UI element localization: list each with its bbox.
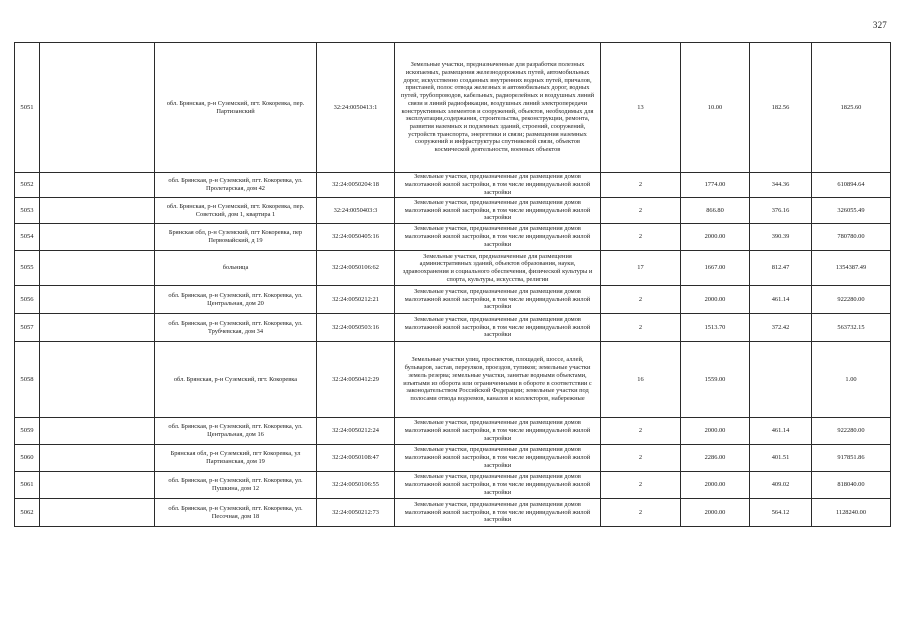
land-purpose-cell: Земельные участки, предназначенные для размещения домов малоэтажной жилой застройки, в том числе индивидуальной жилой застройки [395,499,601,527]
row-number: 5053 [15,198,40,224]
blank-cell [40,251,155,286]
row-number: 5059 [15,418,40,445]
group-cell: 13 [601,43,681,173]
land-purpose-cell: Земельные участки, предназначенные для размещения домов малоэтажной жилой застройки, в том числе индивидуальной жилой застройки [395,224,601,251]
address-cell: Брянская обл, р-н Суземский, пгт Кокоревка, ул Партизанская, дом 19 [155,445,317,472]
row-number: 5052 [15,173,40,198]
row-number: 5055 [15,251,40,286]
group-cell: 2 [601,286,681,314]
cadastral-number-cell: 32:24:0050212:73 [317,499,395,527]
address-cell: обл. Брянская, р-н Суземский, пгт. Кокоревка, пер. Партизанский [155,43,317,173]
cadastral-value-cell: 1.00 [812,342,891,418]
area-cell: 1513.70 [681,314,750,342]
land-purpose-cell: Земельные участки, предназначенные для размещения домов малоэтажной жилой застройки, в том числе индивидуальной жилой застройки [395,445,601,472]
cadastral-number-cell: 32:24:0050212:21 [317,286,395,314]
land-purpose-cell: Земельные участки улиц, проспектов, площадей, шоссе, аллей, бульваров, застав, переулков, проездов, тупиков; земельные участки земель резерва; земельные участки, занятые водными объектами, изъятыми из оборота или ограниченными в обороте в соответствии с законодательством Российской Федерации; земельные участки под полосами отвода водоемов, каналов и коллекторов, набережные [395,342,601,418]
address-cell: обл. Брянская, р-н Суземский, пгт. Кокоревка, ул. Трубчевская, дом 34 [155,314,317,342]
specific-value-cell: 812.47 [750,251,812,286]
land-purpose-cell: Земельные участки, предназначенные для размещения домов малоэтажной жилой застройки, в том числе индивидуальной жилой застройки [395,418,601,445]
address-cell: обл. Брянская, р-н Суземский, пгт. Кокоревка, ул. Пушкина, дом 12 [155,472,317,499]
cadastral-number-cell: 32:24:0050412:29 [317,342,395,418]
cadastral-number-cell: 32:24:0050106:62 [317,251,395,286]
cadastral-value-cell: 326055.49 [812,198,891,224]
cadastral-number-cell: 32:24:0050405:16 [317,224,395,251]
land-purpose-cell: Земельные участки, предназначенные для размещения административных зданий, объектов образования, науки, здравоохранения и социального обеспечения, физической культуры и спорта, культуры, искусства, религии [395,251,601,286]
row-number: 5058 [15,342,40,418]
specific-value-cell: 372.42 [750,314,812,342]
land-purpose-cell: Земельные участки, предназначенные для размещения домов малоэтажной жилой застройки, в том числе индивидуальной жилой застройки [395,286,601,314]
area-cell: 2286.00 [681,445,750,472]
cadastral-value-cell: 922280.00 [812,418,891,445]
blank-cell [40,198,155,224]
table-row [15,314,891,342]
cadastral-number-cell: 32:24:0050503:16 [317,314,395,342]
address-cell: Брянская обл, р-н Суземский, пгт Кокоревка, пер Первомайский, д 19 [155,224,317,251]
address-cell: обл. Брянская, р-н Суземский, пгт. Кокоревка [155,342,317,418]
group-cell: 2 [601,418,681,445]
cadastral-value-cell: 1354387.49 [812,251,891,286]
area-cell: 1667.00 [681,251,750,286]
specific-value-cell: 564.12 [750,499,812,527]
area-cell: 2000.00 [681,286,750,314]
group-cell: 17 [601,251,681,286]
specific-value-cell: 461.14 [750,286,812,314]
area-cell: 1559.00 [681,342,750,418]
table-row [15,286,891,314]
group-cell: 2 [601,173,681,198]
table-row [15,251,891,286]
group-cell: 2 [601,314,681,342]
address-cell: обл. Брянская, р-н Суземский, пгт. Кокоревка, ул. Пролетарская, дом 42 [155,173,317,198]
table-row [15,499,891,527]
table-row [15,173,891,198]
area-cell: 1774.00 [681,173,750,198]
blank-cell [40,43,155,173]
specific-value-cell [750,342,812,418]
cadastral-value-cell: 780780.00 [812,224,891,251]
cadastral-value-cell: 610894.64 [812,173,891,198]
land-purpose-cell: Земельные участки, предназначенные для размещения домов малоэтажной жилой застройки, в том числе индивидуальной жилой застройки [395,314,601,342]
table-row [15,43,891,173]
group-cell: 2 [601,224,681,251]
cadastral-value-cell: 818040.00 [812,472,891,499]
cadastral-number-cell: 32:24:0050212:24 [317,418,395,445]
table-row [15,224,891,251]
table-row [15,418,891,445]
blank-cell [40,173,155,198]
area-cell: 2000.00 [681,472,750,499]
cadastral-number-cell: 32:24:0050413:1 [317,43,395,173]
address-cell: обл. Брянская, р-н Суземский, пгт. Кокоревка, ул. Центральная, дом 20 [155,286,317,314]
area-cell: 2000.00 [681,499,750,527]
address-cell: больница [155,251,317,286]
specific-value-cell: 376.16 [750,198,812,224]
blank-cell [40,314,155,342]
specific-value-cell: 409.02 [750,472,812,499]
row-number: 5056 [15,286,40,314]
area-cell: 10.00 [681,43,750,173]
cadastral-number-cell: 32:24:0050106:55 [317,472,395,499]
cadastral-value-cell: 563732.15 [812,314,891,342]
group-cell: 2 [601,472,681,499]
area-cell: 2000.00 [681,224,750,251]
row-number: 5054 [15,224,40,251]
group-cell: 2 [601,445,681,472]
cadastral-value-cell: 1128240.00 [812,499,891,527]
land-purpose-cell: Земельные участки, предназначенные для размещения домов малоэтажной жилой застройки, в том числе индивидуальной жилой застройки [395,173,601,198]
land-purpose-cell: Земельные участки, предназначенные для размещения домов малоэтажной жилой застройки, в том числе индивидуальной жилой застройки [395,472,601,499]
cadastral-value-cell: 922280.00 [812,286,891,314]
cadastral-value-cell: 917851.86 [812,445,891,472]
specific-value-cell: 390.39 [750,224,812,251]
cadastral-number-cell: 32:24:0050403:3 [317,198,395,224]
table-row [15,198,891,224]
cadastral-number-cell: 32:24:0050108:47 [317,445,395,472]
group-cell: 16 [601,342,681,418]
table-row [15,472,891,499]
blank-cell [40,472,155,499]
blank-cell [40,342,155,418]
cadastral-value-cell: 1825.60 [812,43,891,173]
specific-value-cell: 182.56 [750,43,812,173]
address-cell: обл. Брянская, р-н Суземский, пгт. Кокоревка, ул. Песочная, дом 18 [155,499,317,527]
row-number: 5061 [15,472,40,499]
address-cell: обл. Брянская, р-н Суземский, пгт. Кокоревка, ул. Центральная, дом 16 [155,418,317,445]
specific-value-cell: 461.14 [750,418,812,445]
row-number: 5057 [15,314,40,342]
blank-cell [40,286,155,314]
area-cell: 866.80 [681,198,750,224]
row-number: 5051 [15,43,40,173]
land-purpose-cell: Земельные участки, предназначенные для разработки полезных ископаемых, размещения железнодорожных путей, автомобильных дорог, искусственно созданных внутренних водных путей, причалов, пристаней, полос отвода железных и автомобильных дорог, водных путей, трубопроводов, кабельных, радиорелейных и воздушных линий связи и линий радиофикации, воздушных линий электропередачи конструктивных элементов и сооружений, объектов, необходимых для эксплуатации,содержания, строительства, реконструкции, ремонта, развития наземных и подземных зданий, строений, сооружений, устройств транспорта, энергетики и связи; размещения наземных сооружений и инфраструктуры спутниковой связи, объектов космической деятельности, военных объектов [395,43,601,173]
page-number: 327 [872,20,887,30]
blank-cell [40,499,155,527]
group-cell: 2 [601,198,681,224]
blank-cell [40,224,155,251]
table-row [15,445,891,472]
area-cell: 2000.00 [681,418,750,445]
row-number: 5062 [15,499,40,527]
address-cell: обл. Брянская, р-н Суземский, пгт. Кокоревка, пер. Советский, дом 1, квартира 1 [155,198,317,224]
specific-value-cell: 401.51 [750,445,812,472]
specific-value-cell: 344.36 [750,173,812,198]
blank-cell [40,445,155,472]
land-registry-table [14,42,891,527]
cadastral-number-cell: 32:24:0050204:18 [317,173,395,198]
blank-cell [40,418,155,445]
table-row [15,342,891,418]
group-cell: 2 [601,499,681,527]
land-purpose-cell: Земельные участки, предназначенные для размещения домов малоэтажной жилой застройки, в том числе индивидуальной жилой застройки [395,198,601,224]
row-number: 5060 [15,445,40,472]
